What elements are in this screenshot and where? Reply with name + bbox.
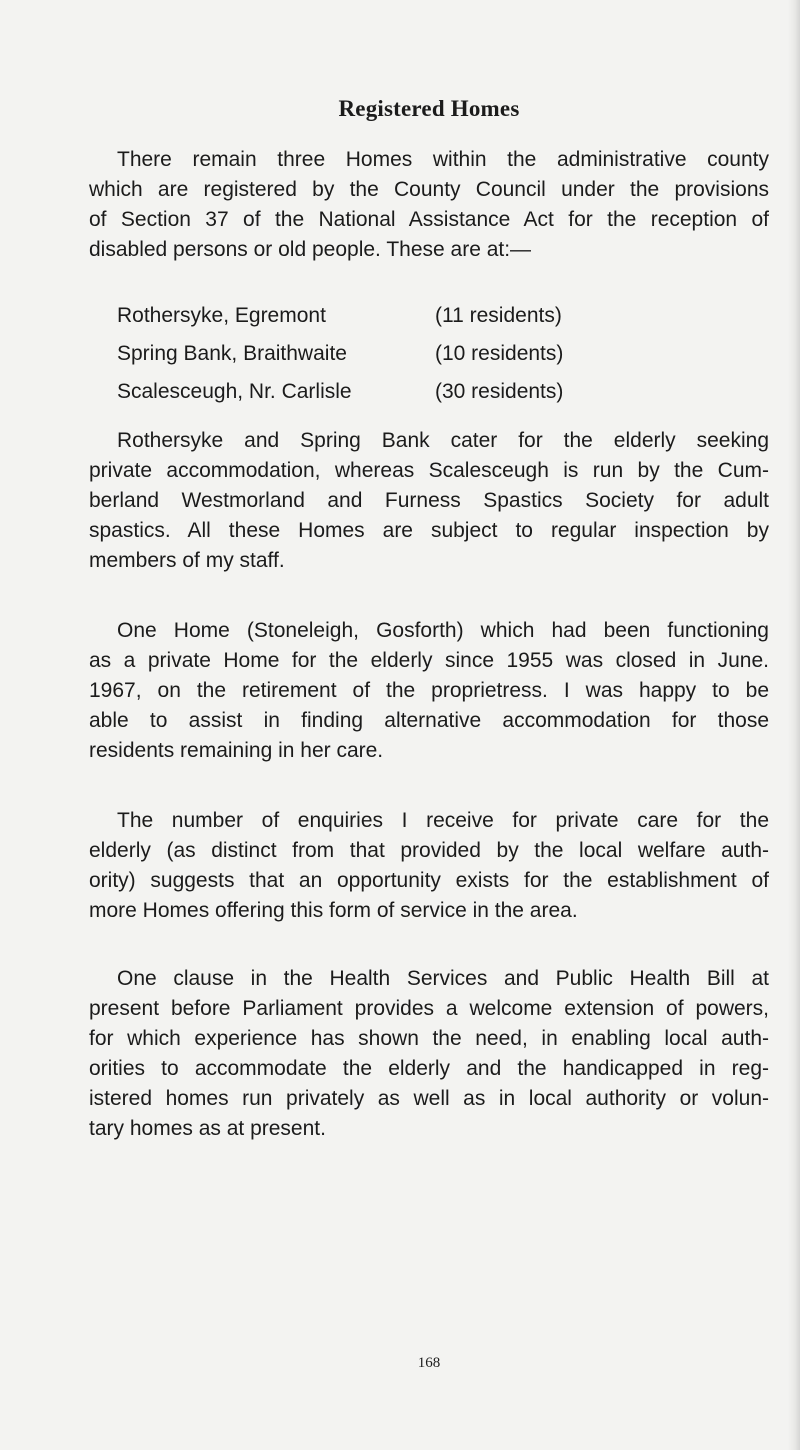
text-line: for which experience has shown the need, in enabling local auth- bbox=[89, 1027, 769, 1050]
home-name: Scalesceugh, Nr. Carlisle bbox=[117, 380, 352, 403]
text-line: istered homes run privately as well as in local authority or volun- bbox=[89, 1087, 769, 1110]
text-line: of Section 37 of the National Assistance Act for the reception of bbox=[89, 208, 769, 231]
text-line: 1967, on the retirement of the proprietress. I was happy to be bbox=[89, 679, 769, 702]
text-line: disabled persons or old people. These are at:— bbox=[89, 238, 532, 261]
text-line: There remain three Homes within the administrative county bbox=[117, 148, 769, 171]
text-line: One clause in the Health Services and Public Health Bill at bbox=[117, 967, 769, 990]
text-line: Rothersyke and Spring Bank cater for the elderly seeking bbox=[117, 429, 769, 452]
page-edge-shadow bbox=[788, 0, 800, 1450]
paragraph-enquiries bbox=[89, 806, 769, 926]
text-line: present before Parliament provides a welcome extension of powers, bbox=[89, 997, 769, 1020]
paragraph-private-homes bbox=[89, 426, 769, 576]
text-line: orities to accommodate the elderly and the handicapped in reg- bbox=[89, 1057, 769, 1080]
paragraph-stoneleigh bbox=[89, 616, 769, 766]
home-name: Rothersyke, Egremont bbox=[117, 304, 326, 327]
text-line: members of my staff. bbox=[89, 549, 285, 572]
text-line: ority) suggests that an opportunity exists for the establishment of bbox=[89, 869, 769, 892]
text-line: which are registered by the County Council under the provisions bbox=[89, 178, 769, 201]
text-line: The number of enquiries I receive for private care for the bbox=[117, 809, 769, 832]
paragraph-intro bbox=[89, 145, 769, 265]
home-residents: (30 residents) bbox=[435, 380, 564, 403]
text-line: residents remaining in her care. bbox=[89, 739, 384, 762]
home-row bbox=[117, 380, 717, 418]
home-row bbox=[117, 342, 717, 380]
homes-list bbox=[117, 304, 717, 418]
text-line: elderly (as distinct from that provided by the local welfare auth- bbox=[89, 839, 769, 862]
text-line: tary homes as at present. bbox=[89, 1117, 326, 1140]
text-line: spastics. All these Homes are subject to regular inspection by bbox=[89, 519, 769, 542]
home-residents: (10 residents) bbox=[435, 342, 564, 365]
home-residents: (11 residents) bbox=[435, 304, 562, 327]
text-line: One Home (Stoneleigh, Gosforth) which had been functioning bbox=[117, 619, 769, 642]
text-line: private accommodation, whereas Scalesceugh is run by the Cum- bbox=[89, 459, 769, 482]
paragraph-health-bill bbox=[89, 964, 769, 1144]
text-line: berland Westmorland and Furness Spastics Society for adult bbox=[89, 489, 769, 512]
home-row bbox=[117, 304, 717, 342]
text-line: able to assist in finding alternative accommodation for those bbox=[89, 709, 769, 732]
page-number: 168 bbox=[417, 1355, 441, 1371]
page-title: Registered Homes bbox=[338, 96, 520, 121]
text-line: more Homes offering this form of service in the area. bbox=[89, 899, 578, 922]
home-name: Spring Bank, Braithwaite bbox=[117, 342, 347, 365]
text-line: as a private Home for the elderly since 1955 was closed in June. bbox=[89, 649, 769, 672]
